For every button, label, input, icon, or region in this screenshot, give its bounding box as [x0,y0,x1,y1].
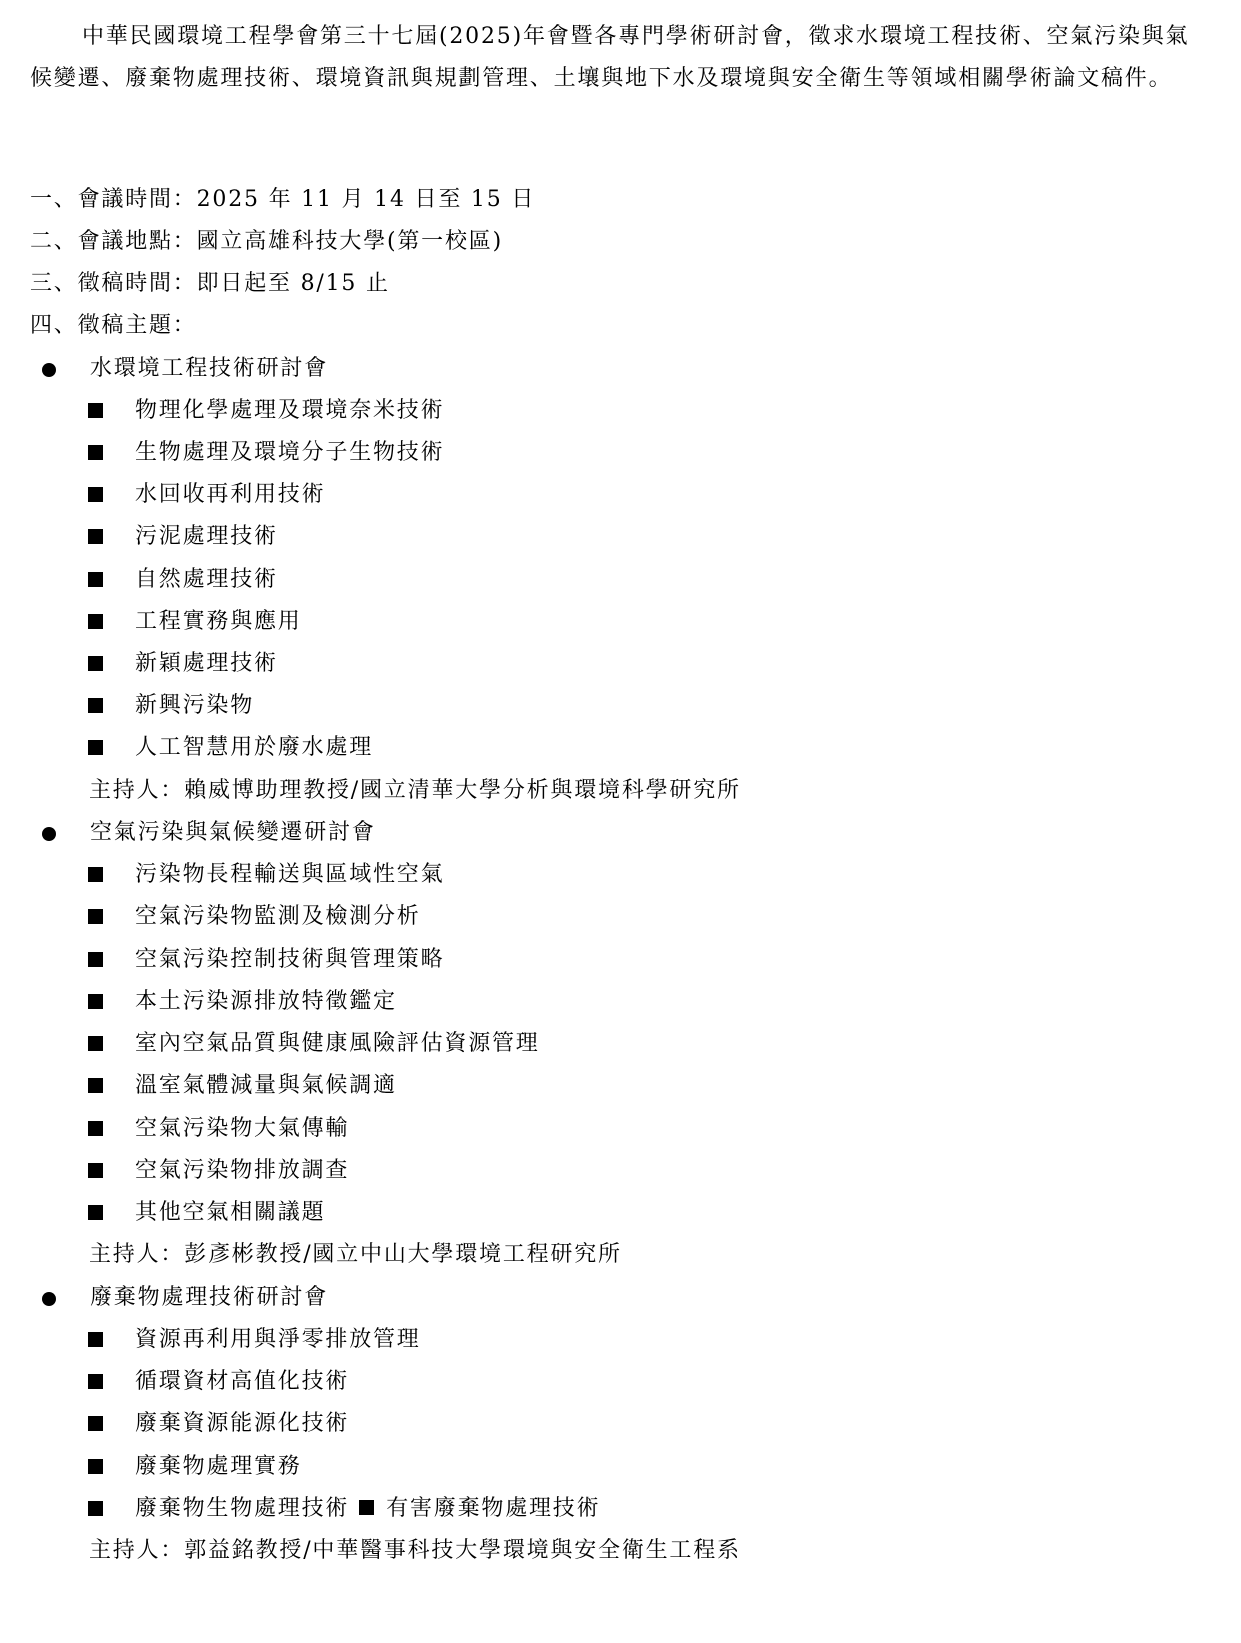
square-bullet-icon [88,445,103,460]
square-bullet-icon [88,740,103,755]
intro-paragraph: 中華民國環境工程學會第三十七屆(2025)年會暨各專門學術研討會，徵求水環境工程技術、空氣污染與氣候變遷、廢棄物處理技術、環境資訊與規劃管理、土壤與地下水及環境與安全衛生等領域相關學術論文稿件。 [30,24,1190,91]
square-bullet-icon [88,1501,103,1516]
session-host: 主持人：郭益銘教授/中華醫事科技大學環境與安全衛生工程系 [89,1538,741,1563]
square-bullet-icon [88,1332,103,1347]
session-host: 主持人：彭彥彬教授/國立中山大學環境工程研究所 [89,1242,622,1267]
bullet-dot-icon [42,363,56,377]
document-page: 中華民國環境工程學會第三十七屆(2025)年會暨各專門學術研討會，徵求水環境工程技術、空氣污染與氣候變遷、廢棄物處理技術、環境資訊與規劃管理、土壤與地下水及環境與安全衛生等領域相關學術論文稿件。 一、會議時間：2025 年 11 月 14 日至 15 日 二、會議地點：國立高雄科技大學(第一校區) 三、徵稿時間：即日起至 8/15 止 四、徵稿主題： 水環境工程技術研討會 物理化學處理及環境奈米技術 生物處理及環境分子生物技術 水回收再利用技術 污泥處理技術 自然處理技術 工程實務與應用 新穎處理技術 新興污染物 人工智慧用於廢水處理 主持人：賴威博助理教授/國立清華大學分析與環境科學研究所 空氣污染與氣候變遷研討會 污染物長程輸送與區域性空氣 空氣污染物監測及檢測分析 空氣污染控制技術與管理策略 本土污染源排放特徵鑑定 室內空氣品質與健康風險評估資源管理 溫室氣體減量與氣候調適 空氣污染物大氣傳輸 空氣污染物排放調查 其他空氣相關議題 主持人：彭彥彬教授/國立中山大學環境工程研究所 廢棄物處理技術研討會 資源再利用與淨零排放管理 循環資材高值化技術 廢棄資源能源化技術 廢棄物處理實務 廢棄物生物處理技術 有害廢棄物處理技術 主持人：郭益銘教授/中華醫事科技大學環境與安全衛生工程系 [0,0,1241,1643]
session-title: 廢棄物處理技術研討會 [90,1285,329,1310]
square-bullet-icon [88,1163,103,1178]
session-host: 主持人：賴威博助理教授/國立清華大學分析與環境科學研究所 [89,778,741,803]
list-item-text: 廢棄物生物處理技術 [135,1496,350,1521]
submission-deadline: 三、徵稿時間：即日起至 8/15 止 [30,271,390,296]
square-bullet-icon [88,614,103,629]
square-bullet-icon [88,656,103,671]
square-bullet-icon [88,1205,103,1220]
session-title: 水環境工程技術研討會 [90,356,329,381]
square-bullet-icon [88,909,103,924]
square-bullet-icon [88,698,103,713]
bullet-dot-icon [42,827,56,841]
bullet-dot-icon [42,1292,56,1306]
session-title: 空氣污染與氣候變遷研討會 [90,820,376,845]
square-bullet-icon [88,1121,103,1136]
square-bullet-icon [88,1416,103,1431]
square-bullet-icon [88,1078,103,1093]
square-bullet-icon [88,994,103,1009]
square-bullet-icon [88,952,103,967]
square-bullet-icon [88,403,103,418]
square-bullet-icon [88,529,103,544]
square-bullet-icon [88,572,103,587]
topics-heading: 四、徵稿主題： [30,313,197,338]
square-bullet-icon [88,1036,103,1051]
square-bullet-icon [88,867,103,882]
meeting-venue: 二、會議地點：國立高雄科技大學(第一校區) [30,229,503,254]
square-bullet-icon [88,487,103,502]
list-item-text: 有害廢棄物處理技術 [386,1496,601,1521]
square-bullet-icon [359,1500,374,1515]
square-bullet-icon [88,1374,103,1389]
meeting-time: 一、會議時間：2025 年 11 月 14 日至 15 日 [30,187,536,212]
square-bullet-icon [88,1459,103,1474]
